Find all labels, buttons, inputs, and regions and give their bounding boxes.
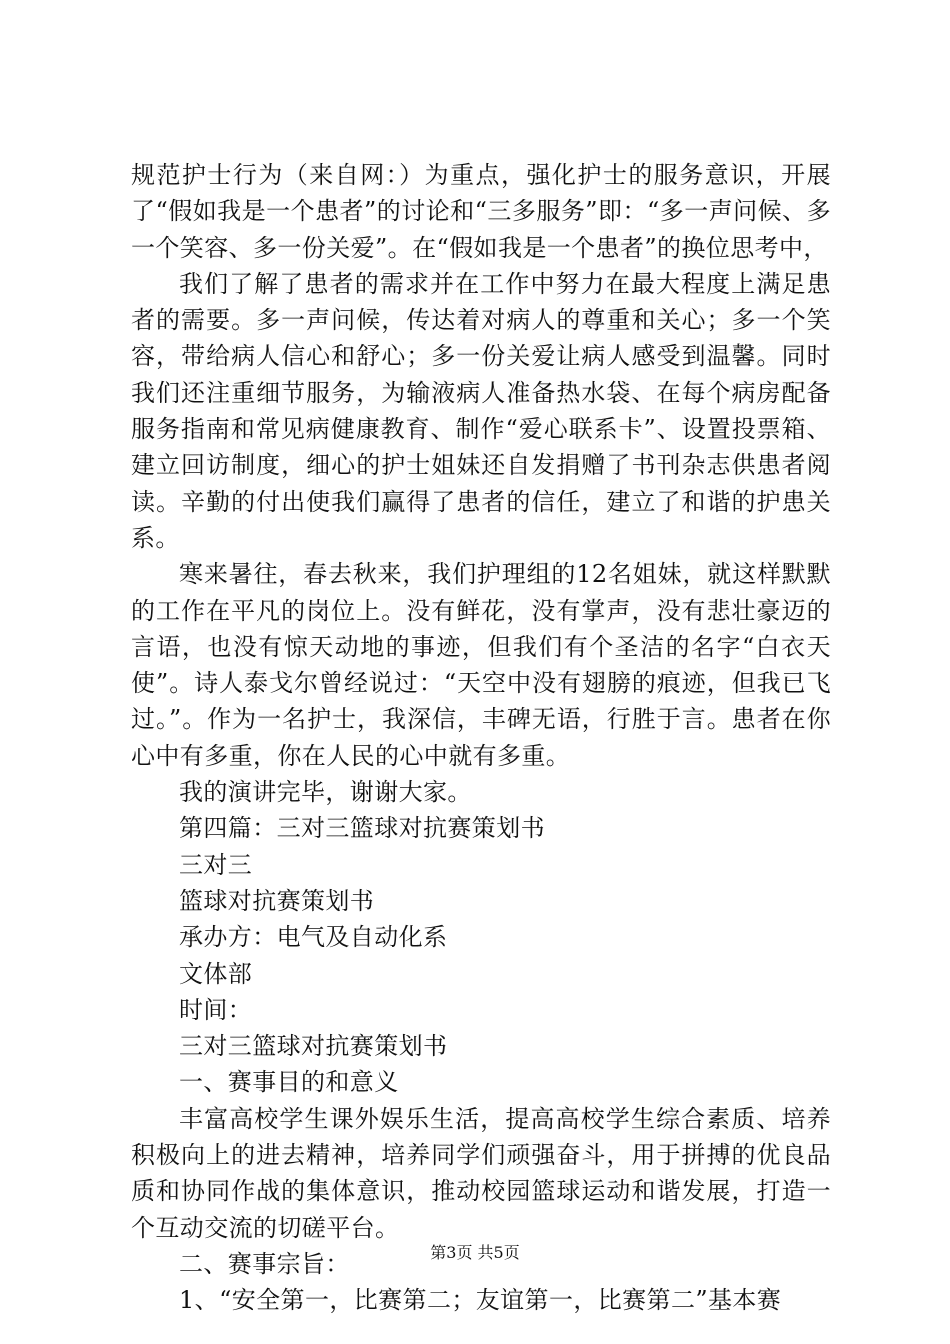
paragraph: 我们了解了患者的需求并在工作中努力在最大程度上满足患者的需要。多一声问候，传达着对病人的尊重和关心；多一个笑容，带给病人信心和舒心；多一份关爱让病人感受到温馨。同时我们还注重细节服务，为输液病人准备热水袋、在每个病房配备服务指南和常见病健康教育、制作“爱心联系卡”、设置投票箱、建立回访制度，细心的护士姐妹还自发捐赠了书刊杂志供患者阅读。辛勤的付出使我们赢得了患者的信任，建立了和谐的护患关系。 [131,269,831,552]
doc-title-line: 篮球对抗赛策划书 [179,886,375,915]
section-heading: 二、赛事宗旨： [179,1249,350,1278]
organizer-line: 承办方：电气及自动化系 [179,923,448,952]
section-heading: 一、赛事目的和意义 [179,1068,399,1097]
paragraph: 丰富高校学生课外娱乐生活，提高高校学生综合素质、培养积极向上的进去精神，培养同学们顽强奋斗，用于拼搏的优良品质和协同作战的集体意识，推动校园篮球运动和谐发展，打造一个互动交流的切磋平台。 [131,1104,831,1242]
department-line: 文体部 [179,959,253,988]
paragraph: 规范护士行为（来自网：）为重点，强化护士的服务意识，开展了“假如我是一个患者”的讨论和“三多服务”即：“多一声问候、多一个笑容、多一份关爱”。在“假如我是一个患者”的换位思考中， [131,161,831,262]
page-number: 第3页 共5页 [430,1243,520,1262]
paragraph: 寒来暑往，春去秋来，我们护理组的12名姐妹，就这样默默的工作在平凡的岗位上。没有鲜花，没有掌声，没有悲壮豪迈的言语，也没有惊天动地的事迹，但我们有个圣洁的名字“白衣天使”。诗人泰戈尔曾经说过：“天空中没有翅膀的痕迹，但我已飞过。”。作为一名护士，我深信，丰碑无语，行胜于言。患者在你心中有多重，你在人民的心中就有多重。 [131,560,831,770]
doc-title-line: 三对三 [179,850,253,879]
section-title: 第四篇：三对三篮球对抗赛策划书 [179,814,545,843]
doc-title-line: 三对三篮球对抗赛策划书 [179,1032,448,1061]
document-body [131,157,831,1319]
paragraph: 我的演讲完毕，谢谢大家。 [179,778,472,807]
paragraph: 1、“安全第一，比赛第二；友谊第一，比赛第二”基本赛 [179,1286,782,1315]
time-line: 时间： [179,995,253,1024]
